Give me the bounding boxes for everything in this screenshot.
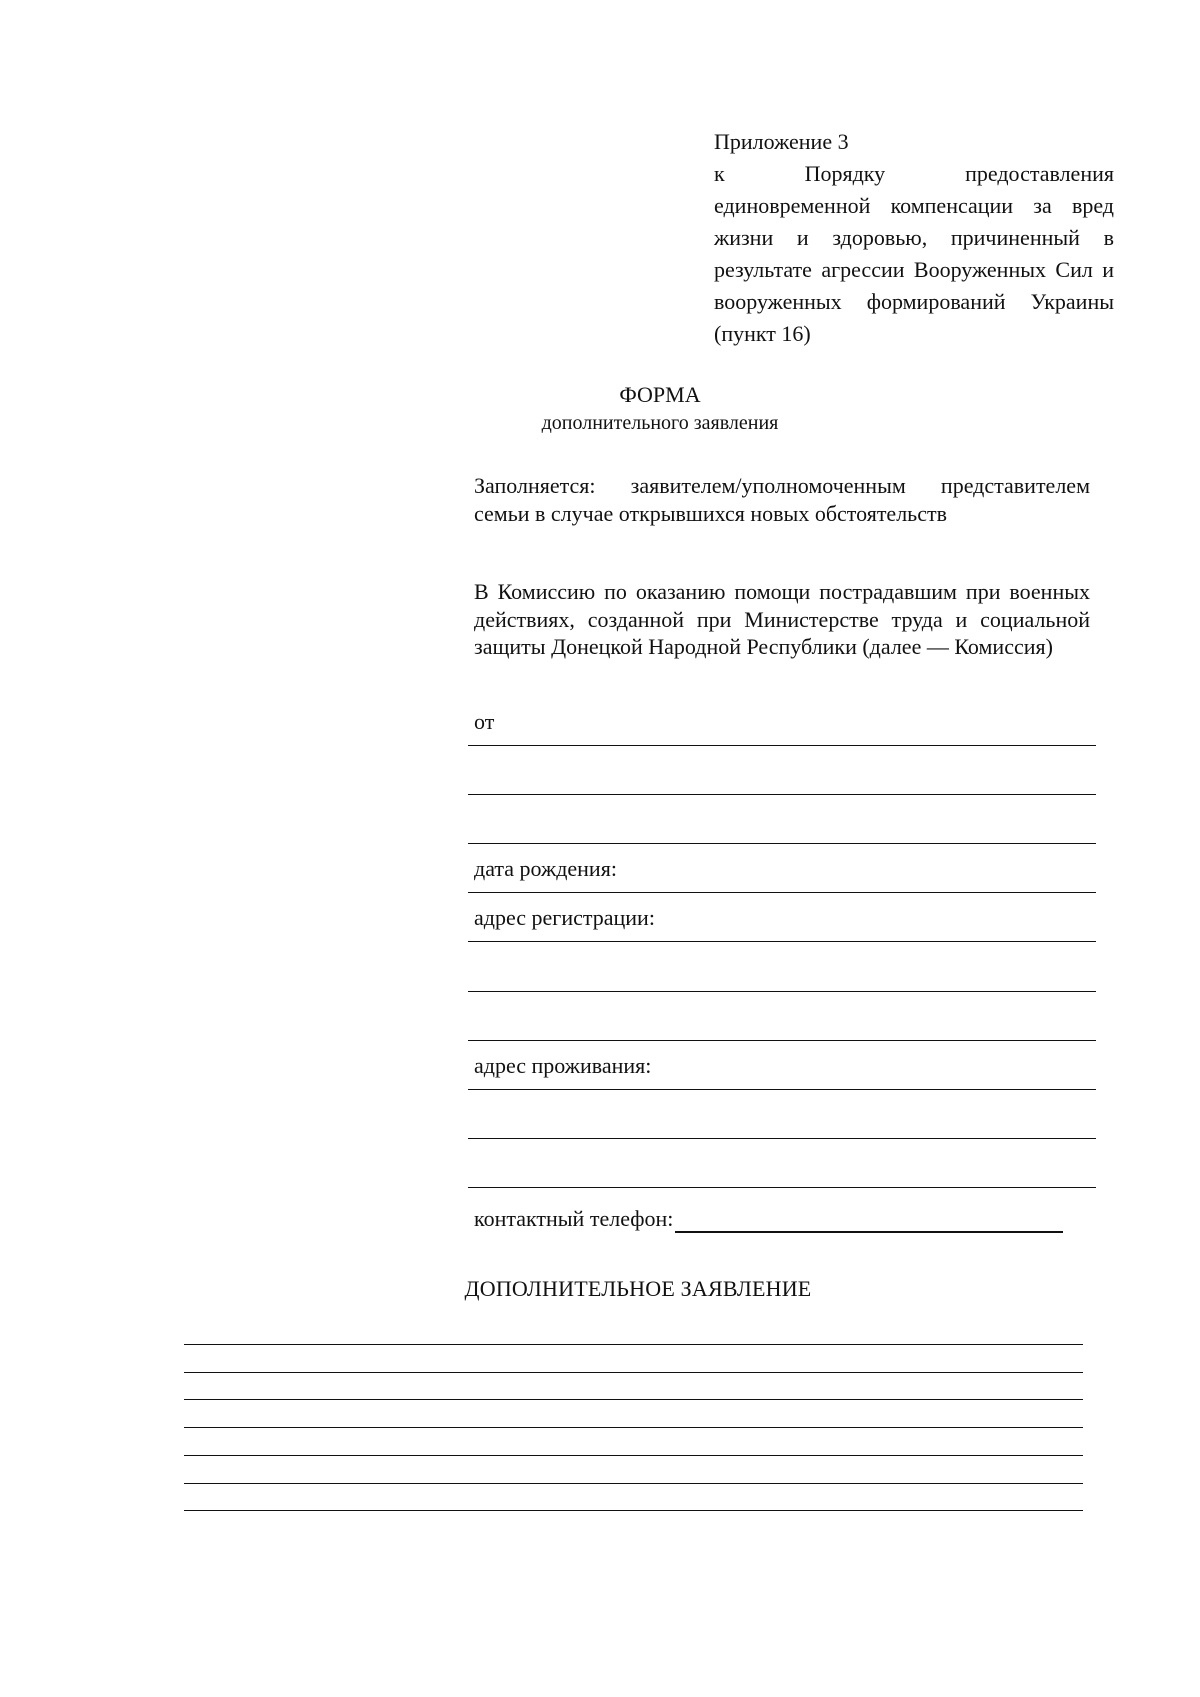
registration-address-line[interactable]	[468, 941, 1096, 942]
birth-date-label: дата рождения:	[474, 856, 617, 881]
from-line[interactable]	[468, 745, 1096, 746]
appendix-title: Приложение 3	[714, 129, 849, 154]
statement-line-4[interactable]	[184, 1427, 1083, 1428]
residence-address-line[interactable]	[468, 1089, 1096, 1090]
residence-address-label: адрес проживания:	[474, 1053, 652, 1078]
statement-line-6[interactable]	[184, 1483, 1083, 1484]
from-line-2[interactable]	[468, 794, 1096, 795]
phone-row	[474, 1205, 1063, 1233]
statement-line-2[interactable]	[184, 1372, 1083, 1373]
registration-address-line-3[interactable]	[468, 1040, 1096, 1041]
registration-address-label: адрес регистрации:	[474, 905, 655, 930]
statement-line-3[interactable]	[184, 1399, 1083, 1400]
residence-address-line-2[interactable]	[468, 1138, 1096, 1139]
registration-address-line-2[interactable]	[468, 991, 1096, 992]
phone-label: контактный телефон:	[474, 1206, 674, 1231]
residence-address-line-3[interactable]	[468, 1187, 1096, 1188]
from-label: от	[474, 709, 495, 734]
statement-line-5[interactable]	[184, 1455, 1083, 1456]
appendix-text: к Порядку предоставления единовременной компенсации за вред жизни и здоровью, причиненный в результате агрессии Вооруженных Сил и вооруженных формирований Украины (пункт 16)	[714, 161, 1114, 346]
appendix-reference	[714, 126, 1114, 350]
statement-line-7[interactable]	[184, 1510, 1083, 1511]
birth-date-line[interactable]	[468, 892, 1096, 893]
form-title: ФОРМА	[619, 382, 701, 407]
from-line-3[interactable]	[468, 843, 1096, 844]
statement-title: ДОПОЛНИТЕЛЬНОЕ ЗАЯВЛЕНИЕ	[464, 1276, 812, 1301]
phone-line[interactable]	[675, 1209, 1063, 1233]
fill-instruction: Заполняется: заявителем/уполномоченным представителем семьи в случае открывшихся новых обстоятельств	[474, 473, 1090, 526]
form-subtitle: дополнительного заявления	[541, 412, 779, 434]
statement-line-1[interactable]	[184, 1344, 1083, 1345]
addressee-commission: В Комиссию по оказанию помощи пострадавшим при военных действиях, созданной при Министерстве труда и социальной защиты Донецкой Народной Республики (далее — Комиссия)	[474, 579, 1090, 659]
